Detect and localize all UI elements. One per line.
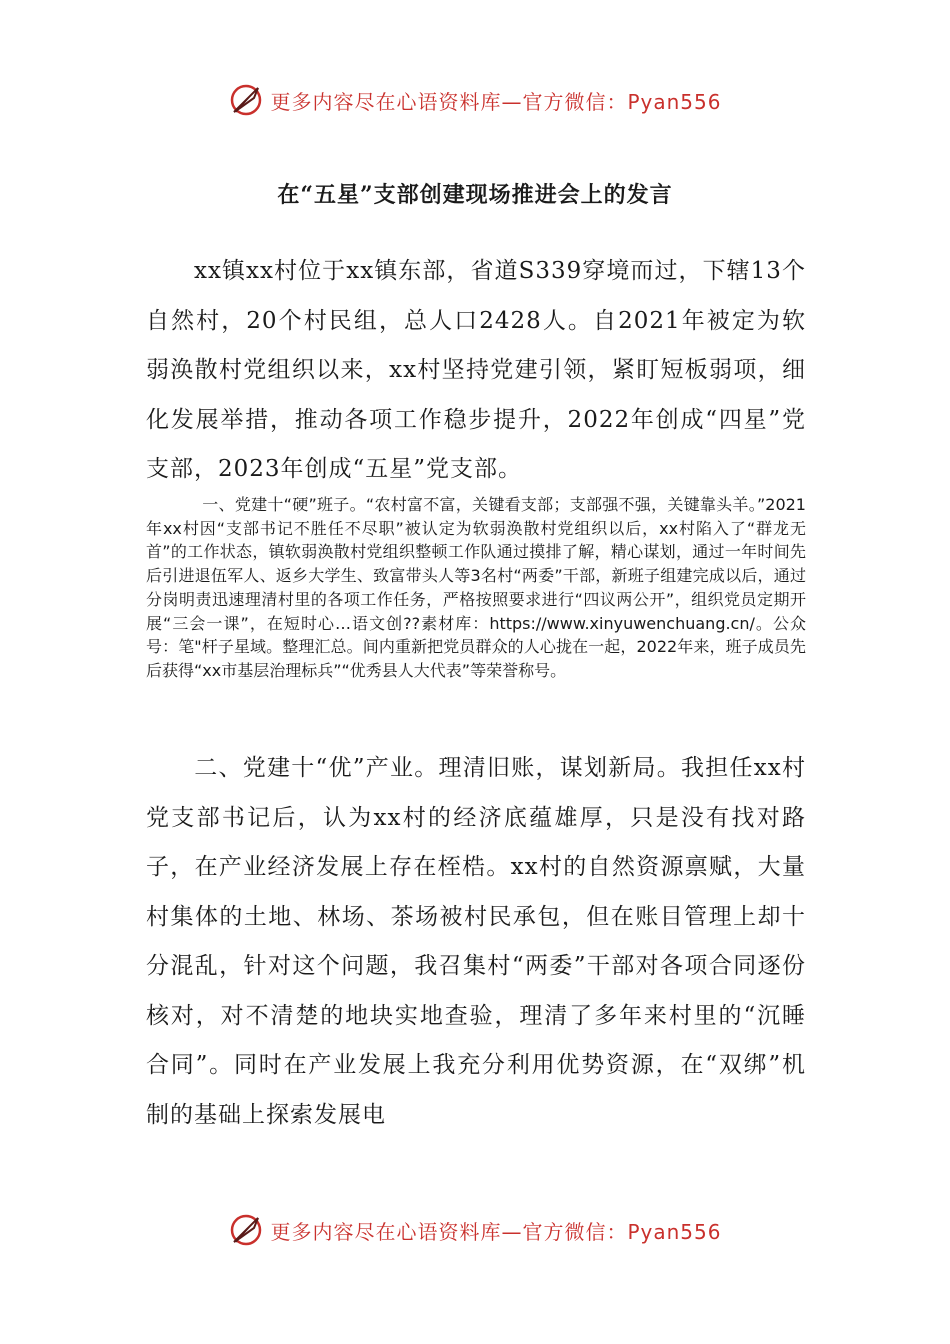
paragraph-section-2: 二、党建十“优”产业。理清旧账，谋划新局。我担任xx村党支部书记后，认为xx村的经济底蕴雄厚，只是没有找对路子，在产业经济发展上存在桎梏。xx村的自然资源禀赋，大量村集体的土地、林场、茶场被村民承包，但在账目管理上却十分混乱，针对这个问题，我召集村“两委”干部对各项合同逐份核对，对不清楚的地块实地查验，理清了多年来村里的“沉睡合同”。同时在产业发展上我充分利用优势资源，在“双绑”机制的基础上探索发展电 (146, 755, 806, 1128)
quill-pen-icon (228, 1212, 264, 1248)
quill-pen-icon (228, 82, 264, 118)
paragraph-intro: xx镇xx村位于xx镇东部，省道S339穿境而过，下辖13个自然村，20个村民组，总人口2428人。自2021年被定为软弱涣散村党组织以来，xx村坚持党建引领，紧盯短板弱项，细化发展举措，推动各项工作稳步提升，2022年创成“四星”党支部，2023年创成“五星”党支部。 (146, 258, 806, 482)
watermark-text: 更多内容尽在心语资料库—官方微信：Pyan556 (270, 89, 722, 114)
footer-watermark (0, 1210, 950, 1250)
paragraph-section-1: 一、党建十“硬”班子。“农村富不富，关键看支部；支部强不强，关键靠头羊。”2021年xx村因“支部书记不胜任不尽职”被认定为软弱涣散村党组织以后，xx村陷入了“群龙无首”的工作状态，镇软弱涣散村党组织整顿工作队通过摸排了解，精心谋划，通过一年时间先后引进退伍军人、返乡大学生、致富带头人等3名村“两委”干部，新班子组建完成以后，通过分岗明责迅速理清村里的各项工作任务，严格按照要求进行“四议两公开”，组织党员定期开展“三会一课”，在短时心…语文创??素材库：https://www.xinyuwenchuang.cn/。公众号：笔"杆子星域。整理汇总。间内重新把党员群众的人心拢在一起，2022年来，班子成员先后获得“xx市基层治理标兵”“优秀县人大代表”等荣誉称号。 (146, 495, 806, 680)
page-title: 在“五星”支部创建现场推进会上的发言 (277, 182, 673, 208)
header-watermark (0, 80, 950, 120)
watermark-text: 更多内容尽在心语资料库—官方微信：Pyan556 (270, 1219, 722, 1244)
